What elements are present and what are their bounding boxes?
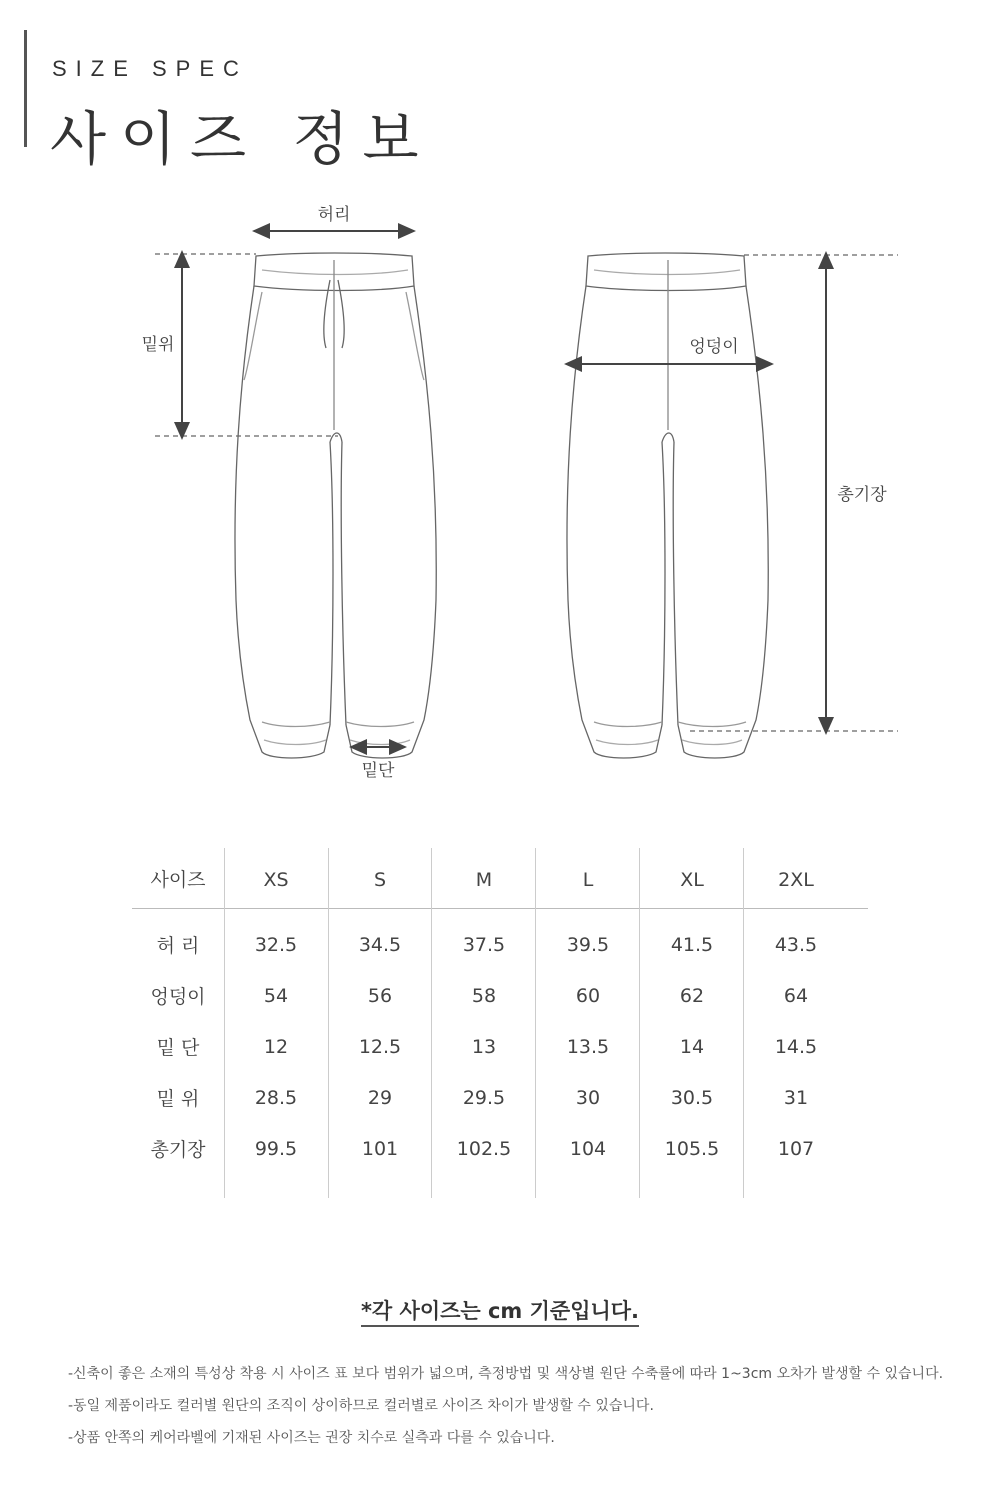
- table-cell: 54: [263, 984, 289, 1007]
- header-xs: XS: [263, 869, 289, 891]
- column-divider: [328, 848, 329, 1198]
- unit-note: [0, 1295, 1000, 1325]
- table-row: [132, 1123, 868, 1174]
- length-label: 총기장: [837, 485, 887, 505]
- pants-measurement-diagram: [0, 180, 1000, 800]
- table-cell: 39.5: [566, 933, 610, 956]
- table-cell: 41.5: [670, 933, 714, 956]
- column-divider: [431, 848, 432, 1198]
- table-cell: 12.5: [358, 1035, 402, 1058]
- note-item: -상품 안쪽의 케어라벨에 기재된 사이즈는 권장 치수로 실측과 다를 수 있습니다.: [68, 1430, 555, 1446]
- table-row: [132, 970, 868, 1021]
- header-xl: XL: [680, 869, 704, 891]
- table-cell: 30.5: [670, 1086, 714, 1109]
- row-label: 총기장: [150, 1139, 206, 1161]
- row-label: 밑 위: [156, 1088, 200, 1110]
- table-cell: 56: [367, 984, 393, 1007]
- table-row: [132, 1021, 868, 1072]
- row-label: 허 리: [156, 935, 200, 957]
- table-cell: 29: [367, 1086, 393, 1109]
- table-cell: 107: [777, 1137, 815, 1160]
- section-subtitle: SIZE SPEC: [52, 56, 248, 81]
- header-size: 사이즈: [150, 869, 206, 891]
- table-row: [132, 1072, 868, 1123]
- table-cell: 32.5: [254, 933, 298, 956]
- table-cell: 34.5: [358, 933, 402, 956]
- table-cell: 28.5: [254, 1086, 298, 1109]
- note-item: -동일 제품이라도 컬러별 원단의 조직이 상이하므로 컬러별로 사이즈 차이가 발생할 수 있습니다.: [68, 1398, 654, 1414]
- table-cell: 64: [783, 984, 809, 1007]
- size-table-header: [132, 848, 868, 909]
- table-cell: 105.5: [664, 1137, 720, 1160]
- header-accent-bar: [24, 30, 27, 147]
- table-cell: 58: [471, 984, 497, 1007]
- table-cell: 14.5: [774, 1035, 818, 1058]
- table-cell: 31: [783, 1086, 809, 1109]
- header-s: S: [373, 869, 387, 891]
- table-cell: 60: [575, 984, 601, 1007]
- column-divider: [639, 848, 640, 1198]
- notes-list: [68, 1358, 943, 1454]
- size-table-body: [132, 909, 868, 1174]
- note-item: -신축이 좋은 소재의 특성상 착용 시 사이즈 표 보다 범위가 넓으며, 측정방법 및 색상별 원단 수축률에 따라 1~3cm 오차가 발생할 수 있습니다.: [68, 1366, 944, 1382]
- table-cell: 104: [569, 1137, 607, 1160]
- column-divider: [535, 848, 536, 1198]
- unit-note-text: *각 사이즈는 cm 기준입니다.: [361, 1299, 639, 1327]
- rise-label: 밑위: [141, 335, 175, 355]
- column-divider: [743, 848, 744, 1198]
- table-cell: 13.5: [566, 1035, 610, 1058]
- table-cell: 43.5: [774, 933, 818, 956]
- column-divider: [224, 848, 225, 1198]
- table-cell: 29.5: [462, 1086, 506, 1109]
- hip-label: 엉덩이: [689, 337, 739, 357]
- table-cell: 13: [471, 1035, 497, 1058]
- table-cell: 37.5: [462, 933, 506, 956]
- table-cell: 99.5: [254, 1137, 298, 1160]
- header-l: L: [582, 869, 594, 891]
- row-label: 밑 단: [156, 1037, 200, 1059]
- table-cell: 101: [361, 1137, 399, 1160]
- table-cell: 12: [263, 1035, 289, 1058]
- size-table: [132, 848, 868, 1174]
- table-cell: 102.5: [456, 1137, 512, 1160]
- table-cell: 30: [575, 1086, 601, 1109]
- table-row: [132, 919, 868, 970]
- hem-label: 밑단: [361, 761, 395, 781]
- table-cell: 14: [679, 1035, 705, 1058]
- pants-front-view: [235, 253, 436, 758]
- waist-label: 허리: [317, 205, 351, 225]
- row-label: 엉덩이: [150, 986, 206, 1008]
- section-title: 사이즈 정보: [50, 105, 433, 173]
- header-m: M: [475, 869, 493, 891]
- header-2xl: 2XL: [778, 869, 814, 891]
- pants-back-view: [567, 253, 768, 758]
- table-cell: 62: [679, 984, 705, 1007]
